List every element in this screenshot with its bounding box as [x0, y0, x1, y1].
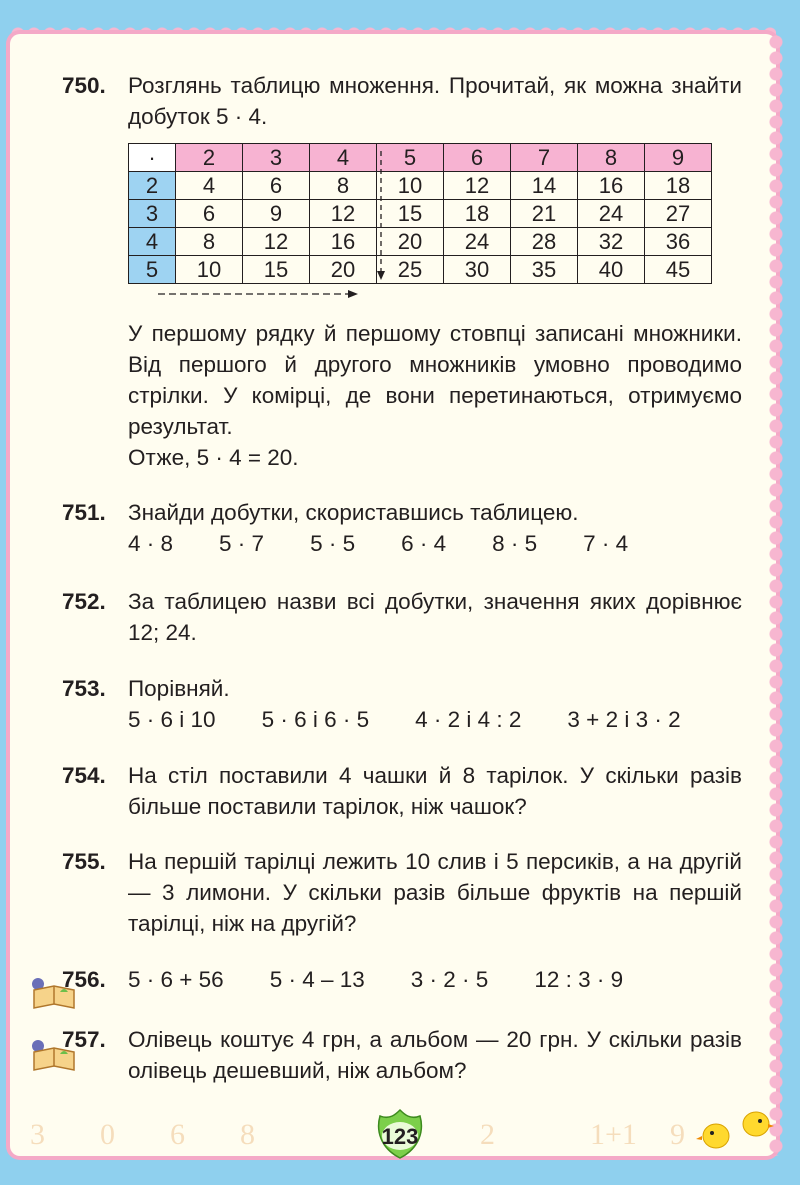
exercise-text: На першій тарілці лежить 10 слив і 5 персиків, а на другій — 3 лимони. У скільки разів більше фруктів на першій тарілці, ніж на другій?: [128, 849, 742, 936]
exercise-number: 757.: [62, 1027, 106, 1052]
exercise-754: [62, 760, 742, 822]
table-cell: 30: [444, 256, 511, 284]
exercise-756: [62, 964, 742, 995]
table-cell: 18: [444, 200, 511, 228]
comparison-list: [128, 704, 742, 735]
table-cell: 4: [176, 172, 243, 200]
expression: 12 : 3 · 9: [534, 967, 624, 992]
col-header: 6: [444, 144, 511, 172]
col-header: 2: [176, 144, 243, 172]
table-cell: 32: [578, 228, 645, 256]
exercise-number: 754.: [62, 763, 106, 788]
expression: 3 · 2 · 5: [410, 967, 489, 992]
row-header: 4: [129, 228, 176, 256]
exercise-number: 756.: [62, 967, 106, 992]
col-header: 7: [511, 144, 578, 172]
svg-text:1+1: 1+1: [590, 1118, 637, 1151]
expression: 5 · 4 – 13: [269, 967, 365, 992]
exercise-text: Знайди добутки, скориставшись таблицею.: [128, 500, 579, 525]
svg-text:8: 8: [240, 1118, 255, 1151]
expression: 5 · 7: [219, 531, 265, 556]
row-header: 5: [129, 256, 176, 284]
table-cell: 10: [377, 172, 444, 200]
table-cell: 25: [377, 256, 444, 284]
table-cell: 9: [243, 200, 310, 228]
comparison: 5 · 6 і 6 · 5: [261, 707, 370, 732]
svg-text:9: 9: [670, 1118, 685, 1151]
col-header: 8: [578, 144, 645, 172]
page-border-right: [768, 34, 784, 1156]
col-header: 5: [377, 144, 444, 172]
row-header: 2: [129, 172, 176, 200]
exercise-text: Розглянь таблицю множення. Прочитай, як можна знайти добуток 5 · 4.: [128, 73, 742, 129]
table-cell: 36: [645, 228, 712, 256]
expression-list: [128, 528, 742, 559]
chick-icon: [743, 1112, 774, 1136]
table-cell: 14: [511, 172, 578, 200]
table-corner: ·: [129, 144, 176, 172]
table-cell: 12: [310, 200, 377, 228]
arrow-head-down: [377, 271, 385, 280]
exercise-text: За таблицею назви всі добутки, значення яких дорівнює 12; 24.: [128, 589, 742, 645]
table-cell: 8: [310, 172, 377, 200]
exercise-number: 751.: [62, 500, 106, 525]
exercise-750: [62, 70, 742, 132]
comparison: 3 + 2 і 3 · 2: [567, 707, 681, 732]
col-header: 9: [645, 144, 712, 172]
table-cell: 24: [444, 228, 511, 256]
table-cell: 8: [176, 228, 243, 256]
expression-list: [128, 964, 742, 995]
svg-text:6: 6: [170, 1118, 185, 1151]
conclusion-text: Отже, 5 · 4 = 20.: [128, 445, 299, 470]
table-cell: 12: [243, 228, 310, 256]
col-header: 3: [243, 144, 310, 172]
table-cell: 15: [243, 256, 310, 284]
table-cell: 18: [645, 172, 712, 200]
exercise-number: 750.: [62, 73, 106, 98]
comparison: 4 · 2 і 4 : 2: [415, 707, 522, 732]
table-cell: 40: [578, 256, 645, 284]
row-header: 3: [129, 200, 176, 228]
table-cell: 12: [444, 172, 511, 200]
exercise-text: Олівець коштує 4 грн, а альбом — 20 грн. У скільки разів олівець дешевший, ніж альбом?: [128, 1027, 742, 1083]
expression: 5 · 5: [310, 531, 356, 556]
exercise-number: 755.: [62, 849, 106, 874]
table-cell: 16: [310, 228, 377, 256]
exercise-753: [62, 673, 742, 735]
svg-text:2: 2: [480, 1118, 495, 1151]
exercise-751: [62, 497, 742, 559]
exercise-752: [62, 586, 742, 648]
expression: 7 · 4: [583, 531, 629, 556]
expression: 4 · 8: [128, 531, 174, 556]
exercise-750-explanation: [62, 318, 742, 473]
table-cell: 16: [578, 172, 645, 200]
exercise-text: Порівняй.: [128, 676, 230, 701]
col-header: 4: [310, 144, 377, 172]
expression: 8 · 5: [492, 531, 538, 556]
table-cell: 28: [511, 228, 578, 256]
table-cell: 20: [377, 228, 444, 256]
exercise-757: [62, 1024, 742, 1086]
table-cell: 45: [645, 256, 712, 284]
expression: 5 · 6 + 56: [128, 967, 224, 992]
exercise-755: [62, 846, 742, 939]
exercise-text: На стіл поставили 4 чашки й 8 тарілок. У скільки разів більше поставили тарілок, ніж чашок?: [128, 763, 742, 819]
svg-text:0: 0: [100, 1118, 115, 1151]
table-cell: 35: [511, 256, 578, 284]
table-cell: 20: [310, 256, 377, 284]
table-cell: 6: [176, 200, 243, 228]
table-cell: 21: [511, 200, 578, 228]
table-cell: 10: [176, 256, 243, 284]
svg-text:3: 3: [30, 1118, 45, 1151]
table-arrows: [128, 143, 748, 305]
table-cell: 24: [578, 200, 645, 228]
chick-icon: [696, 1124, 729, 1148]
table-cell: 6: [243, 172, 310, 200]
table-cell: 27: [645, 200, 712, 228]
table-cell: 15: [377, 200, 444, 228]
expression: 6 · 4: [401, 531, 447, 556]
explanation-text: У першому рядку й першому стовпці записані множники. Від першого й другого множників умовно проводимо стрілки. У комірці, де вони перетинаються, отримуємо результат.: [128, 321, 742, 439]
page-number: 123: [381, 1124, 419, 1149]
exercise-number: 752.: [62, 589, 106, 614]
arrow-head-right: [348, 290, 358, 298]
comparison: 5 · 6 і 10: [128, 707, 216, 732]
exercise-number: 753.: [62, 676, 106, 701]
